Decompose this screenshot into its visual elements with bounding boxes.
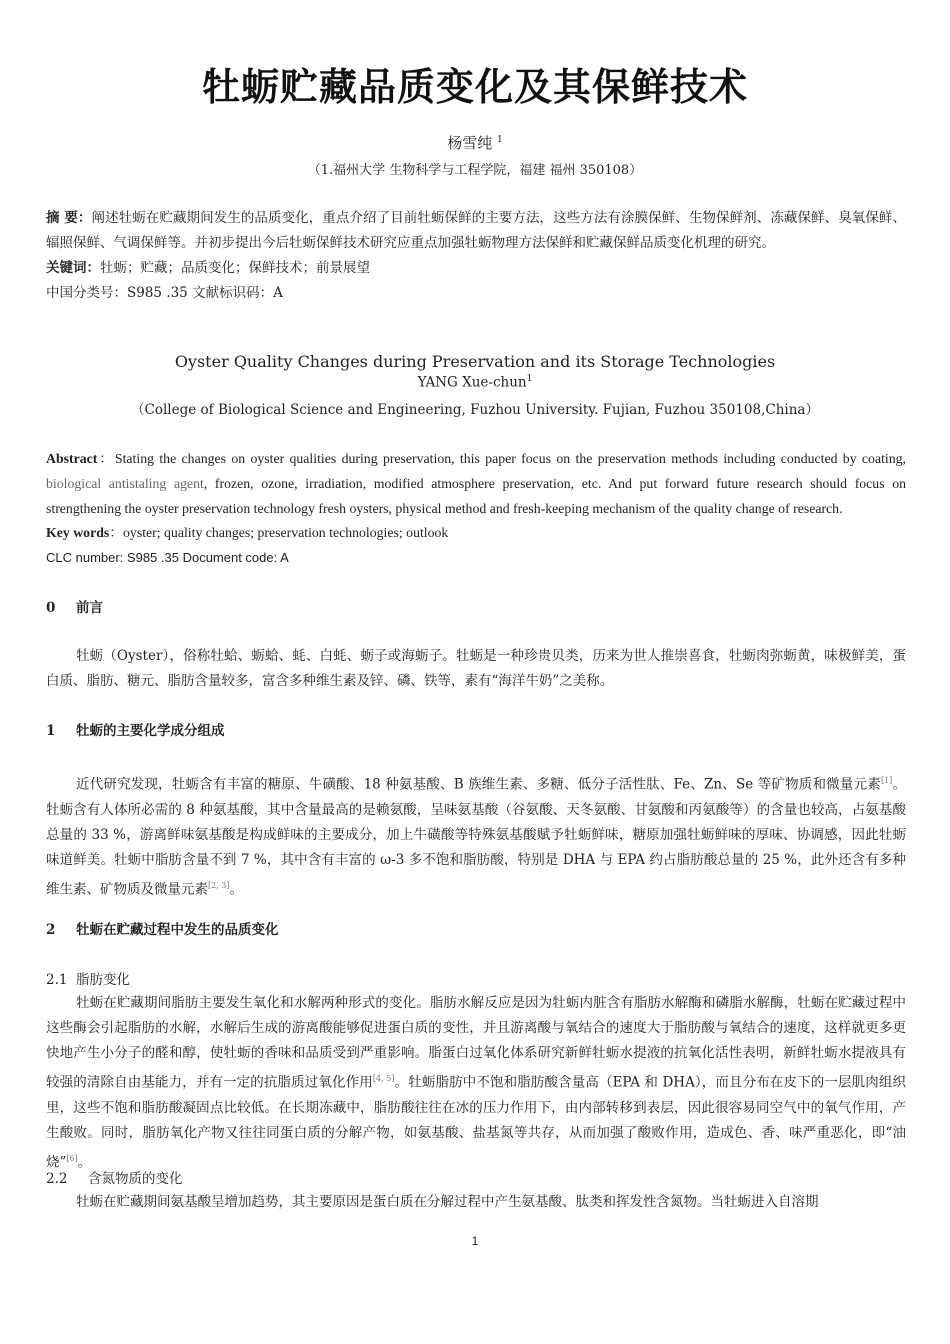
paragraph-fat-change [46, 991, 906, 1175]
abstract-en-colon: ： [97, 451, 115, 466]
keywords-en-text: oyster; quality changes; preservation technologies; outlook [123, 525, 449, 540]
english-affiliation: （College of Biological Science and Engineering, Fuzhou University. Fujian, Fuzhou 350108,China） [131, 402, 819, 418]
paper-title: 牡蛎贮藏品质变化及其保鲜技术 [201, 65, 748, 109]
section-2-num: 2 [46, 922, 56, 938]
english-author-name: YANG Xue-chun [417, 374, 527, 391]
section-2-title: 牡蛎在贮藏过程中发生的品质变化 [76, 922, 279, 938]
paragraph-composition [46, 768, 906, 902]
abstract-label: 摘 要： [46, 210, 92, 226]
p1-text-c: 。 [229, 881, 244, 897]
abstract-text: 阐述牡蛎在贮藏期间发生的品质变化，重点介绍了目前牡蛎保鲜的主要方法，这些方法有涂膜保鲜、生物保鲜剂、冻藏保鲜、臭氧保鲜、辐照保鲜、气调保鲜等。并初步提出今后牡蛎保鲜技术研究应重点加强牡蛎物理方法保鲜和贮藏保鲜品质变化机理的研究。 [46, 210, 907, 251]
section-1-num: 1 [46, 723, 56, 739]
section-2-1-title: 脂肪变化 [76, 972, 130, 988]
paragraph-intro: 牡蛎（Oyster），俗称牡蛤、蛎蛤、蚝、白蚝、蛎子或海蛎子。牡蛎是一种珍贵贝类，历来为世人推崇喜食，牡蛎肉弥蛎黄，味极鲜美，蛋白质、脂肪、糖元、脂肪含量较多，富含多种维生素及锌、磷、铁等，素有“海洋牛奶”之美称。 [46, 648, 906, 689]
p21-text-a: 牡蛎在贮藏期间脂肪主要发生氧化和水解两种形式的变化。脂肪水解反应是因为牡蛎内脏含有脂肪水解酶和磷脂水解酶，牡蛎在贮藏过程中这些酶会引起脂肪的水解，水解后生成的游离酸能够促进蛋白质的变性，并且游离酸与氧结合的速度大于脂肪酸与氧结合的速度，这样就更多更快地产生小分子的醛和醇，使牡蛎的香味和品质受到严重影响。脂蛋白过氧化体系研究新鲜牡蛎水提液的抗氧化活性表明，新鲜牡蛎水提液具有较强的清除自由基能力，并有一定的抗脂质过氧化作用 [46, 995, 906, 1091]
section-1-heading [46, 719, 225, 739]
abstract-cn [46, 206, 906, 256]
english-author [0, 374, 950, 391]
section-2-1-num: 2.1 [46, 972, 68, 988]
keywords-en-colon: ： [109, 525, 124, 540]
citation-ref: [1] [880, 776, 893, 785]
section-0-title: 前言 [76, 600, 103, 616]
affiliation: （1.福州大学 生物科学与工程学院，福建 福州 350108） [307, 163, 643, 178]
author-line [0, 132, 950, 153]
english-title: Oyster Quality Changes during Preservation and its Storage Technologies [174, 352, 776, 371]
section-0-num: 0 [46, 600, 56, 616]
section-2-2-heading [46, 1167, 183, 1187]
keywords-label: 关键词： [46, 260, 100, 276]
abstract-en-label: Abstract [46, 451, 98, 466]
p21-text-b: 。牡蛎脂肪中不饱和脂肪酸含量高（EPA 和 DHA），而且分布在皮下的一层肌肉组织里，这些不饱和脂肪酸凝固点比较低。在长期冻藏中，脂肪酸往往在冰的压力作用下，由内部转移到表层，因此很容易同空气中的氧气作用，产生酸败。同时，脂肪氧化产物又往往同蛋白质的分解产物，如氨基酸、盐基氮等共存，从而加强了酸败作用，造成色、香、味严重恶化，即“油烧” [46, 1074, 906, 1170]
section-2-2-num: 2.2 [46, 1171, 68, 1187]
abstract-en-part2: , frozen, ozone, irradiation, modified atmosphere preservation, etc. And put forward future research should focus on strengthening the oyster preservation technology fresh oysters, physical method and fresh-keeping mechanism of the quality change of research. [46, 476, 907, 516]
section-2-heading [46, 918, 279, 938]
citation-ref: [6] [66, 1153, 78, 1163]
section-1-title: 牡蛎的主要化学成分组成 [76, 723, 225, 739]
author-name: 杨雪纯 [447, 134, 493, 152]
paragraph-nitrogen-change: 牡蛎在贮藏期间氨基酸呈增加趋势，其主要原因是蛋白质在分解过程中产生氨基酸、肽类和挥发性含氮物。当牡蛎进入自溶期 [76, 1194, 819, 1210]
clc-en: CLC number: S985 .35 Document code: A [46, 550, 289, 565]
abstract-en [46, 446, 906, 521]
english-author-sup: 1 [526, 374, 533, 384]
section-2-1-heading [46, 968, 130, 988]
p21-text-c: 。 [77, 1154, 92, 1170]
author-sup: 1 [497, 135, 503, 145]
abstract-en-gray: biological antistaling agent [46, 476, 204, 491]
citation-ref: [4, 5] [372, 1074, 395, 1083]
keywords-en-label: Key words [46, 525, 110, 540]
section-0-heading [46, 596, 103, 616]
section-2-2-title: 含氮物质的变化 [88, 1171, 183, 1187]
clc-cn: 中国分类号：S985 .35 文献标识码：A [46, 285, 283, 301]
citation-ref: [2, 3] [208, 880, 230, 890]
keywords-en [46, 520, 906, 545]
p1-text-b: 。牡蛎含有人体所必需的 8 种氨基酸，其中含量最高的是赖氨酸，呈味氨基酸（谷氨酸、天冬氨酸、甘氨酸和丙氨酸等）的含量也较高，占氨基酸总量的 33 %，游离鲜味氨基酸是构成鲜味的主要成分，加上牛磺酸等特殊氨基酸赋予牡蛎鲜味，糖原加强牡蛎鲜味的厚味、协调感，因此牡蛎味道鲜美。牡蛎中脂肪含量不到 7 %，其中含有丰富的 ω-3 多不饱和脂肪酸，特别是 DHA 与 EPA 约占脂肪酸总量的 25 %，此外还含有多种维生素、矿物质及微量元素 [46, 776, 907, 897]
keywords-cn [46, 256, 906, 281]
keywords-text: 牡蛎；贮藏；品质变化；保鲜技术；前景展望 [100, 260, 370, 276]
abstract-en-part1: Stating the changes on oyster qualities during preservation, this paper focus on the preservation methods including conducted by coating, [114, 451, 906, 466]
p1-text-a: 近代研究发现，牡蛎含有丰富的糖原、牛磺酸、18 种氨基酸、B 族维生素、多糖、低分子活性肽、Fe、Zn、Se 等矿物质和微量元素 [76, 776, 881, 793]
page-number: 1 [471, 1234, 479, 1248]
